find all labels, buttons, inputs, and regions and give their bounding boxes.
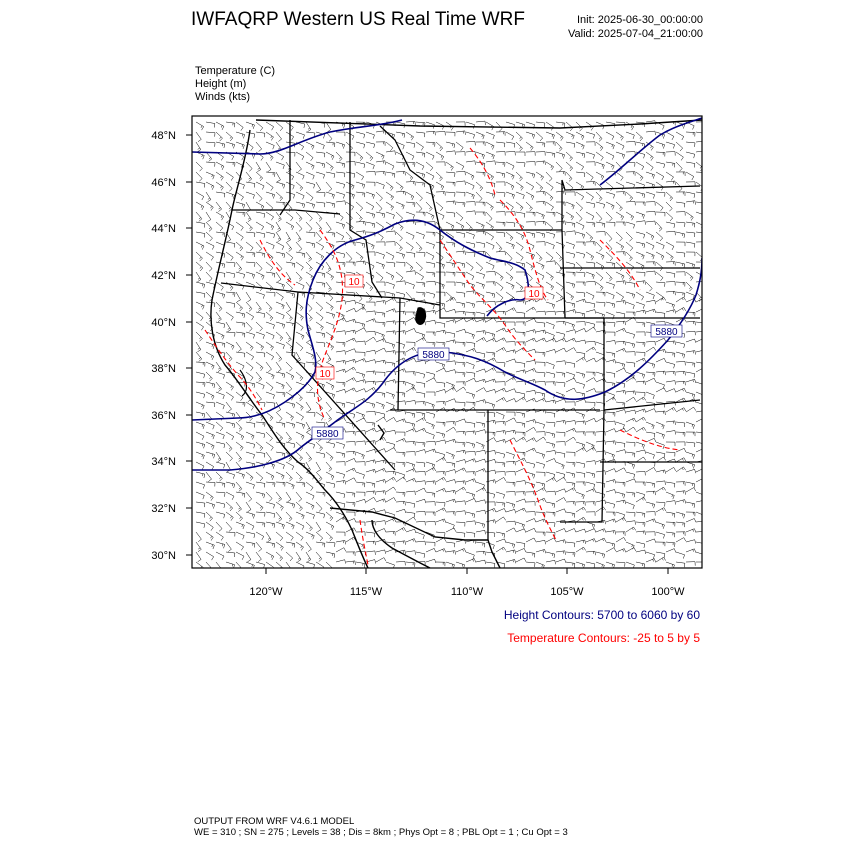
temp-label-idaho: 10 (348, 277, 360, 288)
lat-label-36: 36°N (151, 410, 176, 422)
height-label-east: 5880 (655, 327, 678, 338)
lon-label-105: 105°W (550, 586, 584, 598)
height-field-label: Height (m) (195, 78, 247, 90)
lat-label-42: 42°N (151, 270, 176, 282)
init-time: Init: 2025-06-30_00:00:00 (577, 14, 703, 26)
temperature-contours-note: Temperature Contours: -25 to 5 by 5 (507, 631, 700, 645)
lat-label-34: 34°N (151, 456, 176, 468)
latitude-axis (151, 130, 192, 562)
height-label-central: 5880 (422, 350, 445, 361)
lon-label-120: 120°W (249, 586, 283, 598)
lat-label-46: 46°N (151, 177, 176, 189)
temp-label-colorado: 10 (528, 289, 540, 300)
height-contours-note: Height Contours: 5700 to 6060 by 60 (503, 608, 700, 622)
lon-label-100: 100°W (651, 586, 685, 598)
winds-field-label: Winds (kts) (195, 91, 250, 103)
lat-label-30: 30°N (151, 550, 176, 562)
temp-label-nevada: 10 (319, 369, 331, 380)
lat-label-44: 44°N (151, 223, 176, 235)
lat-label-40: 40°N (151, 317, 176, 329)
map-title: IWFAQRP Western US Real Time WRF (191, 9, 525, 30)
longitude-axis (249, 568, 685, 598)
model-config: WE = 310 ; SN = 275 ; Levels = 38 ; Dis = 8km ; Phys Opt = 8 ; PBL Opt = 1 ; Cu Opt = 3 (194, 827, 568, 838)
lat-label-48: 48°N (151, 130, 176, 142)
height-label-west: 5880 (316, 429, 339, 440)
model-footer (194, 816, 568, 838)
lon-label-115: 115°W (349, 586, 383, 598)
temperature-field-label: Temperature (C) (195, 65, 276, 77)
lat-label-32: 32°N (151, 503, 176, 515)
valid-time: Valid: 2025-07-04_21:00:00 (568, 28, 703, 40)
great-salt-lake (416, 308, 426, 325)
lat-label-38: 38°N (151, 363, 176, 375)
model-version: OUTPUT FROM WRF V4.6.1 MODEL (194, 816, 355, 827)
lon-label-110: 110°W (450, 586, 484, 598)
